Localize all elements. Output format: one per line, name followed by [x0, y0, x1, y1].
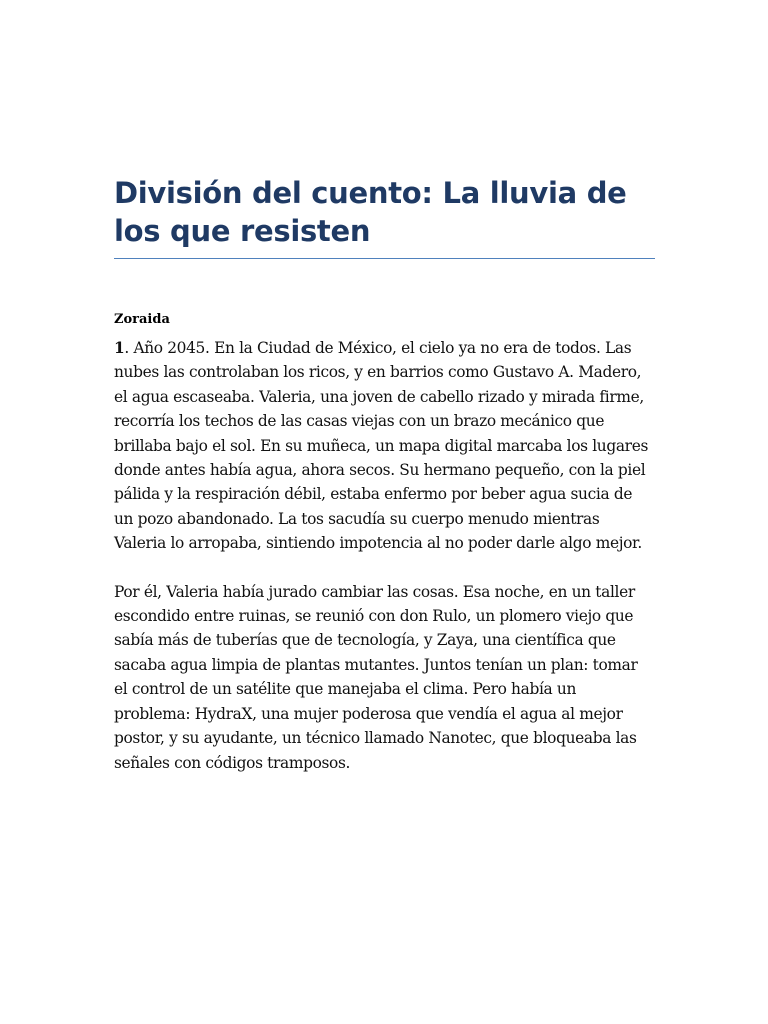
paragraph-number: 1 — [114, 339, 125, 357]
paragraph-2: Por él, Valeria había jurado cambiar las cosas. Esa noche, en un taller escondido entre ruinas, se reunió con don Rulo, un plomero viejo que sabía más de tuberías que de tecnología, y Zaya, una científica que sacaba agua limpia de plantas mutantes. Juntos tenían un plan: tomar el control de un satélite que manejaba el clima. Pero había un problema: HydraX, una mujer poderosa que vendía el agua al mejor postor, y su ayudante, un técnico llamado Nanotec, que bloqueaba las señales con códigos tramposos. — [114, 582, 638, 772]
paragraph-1-text: . Año 2045. En la Ciudad de México, el cielo ya no era de todos. Las nubes las controlaban los ricos, y en barrios como Gustavo A. Madero, el agua escaseaba. Valeria, una joven de cabello rizado y mirada firme, recorría los techos de las casas viejas con un brazo mecánico que brillaba bajo el sol. En su muñeca, un mapa digital marcaba los lugares donde antes había agua, ahora secos. Su hermano pequeño, con la piel pálida y la respiración débil, estaba enfermo por beber agua sucia de un pozo abandonado. La tos sacudía su cuerpo menudo mientras Valeria lo arropaba, sintiendo impotencia al no poder darle algo mejor. — [114, 339, 649, 553]
document-title: División del cuento: La lluvia de los que resisten — [114, 174, 655, 259]
author-name: Zoraida — [114, 312, 170, 327]
paragraph-1 — [114, 336, 655, 556]
